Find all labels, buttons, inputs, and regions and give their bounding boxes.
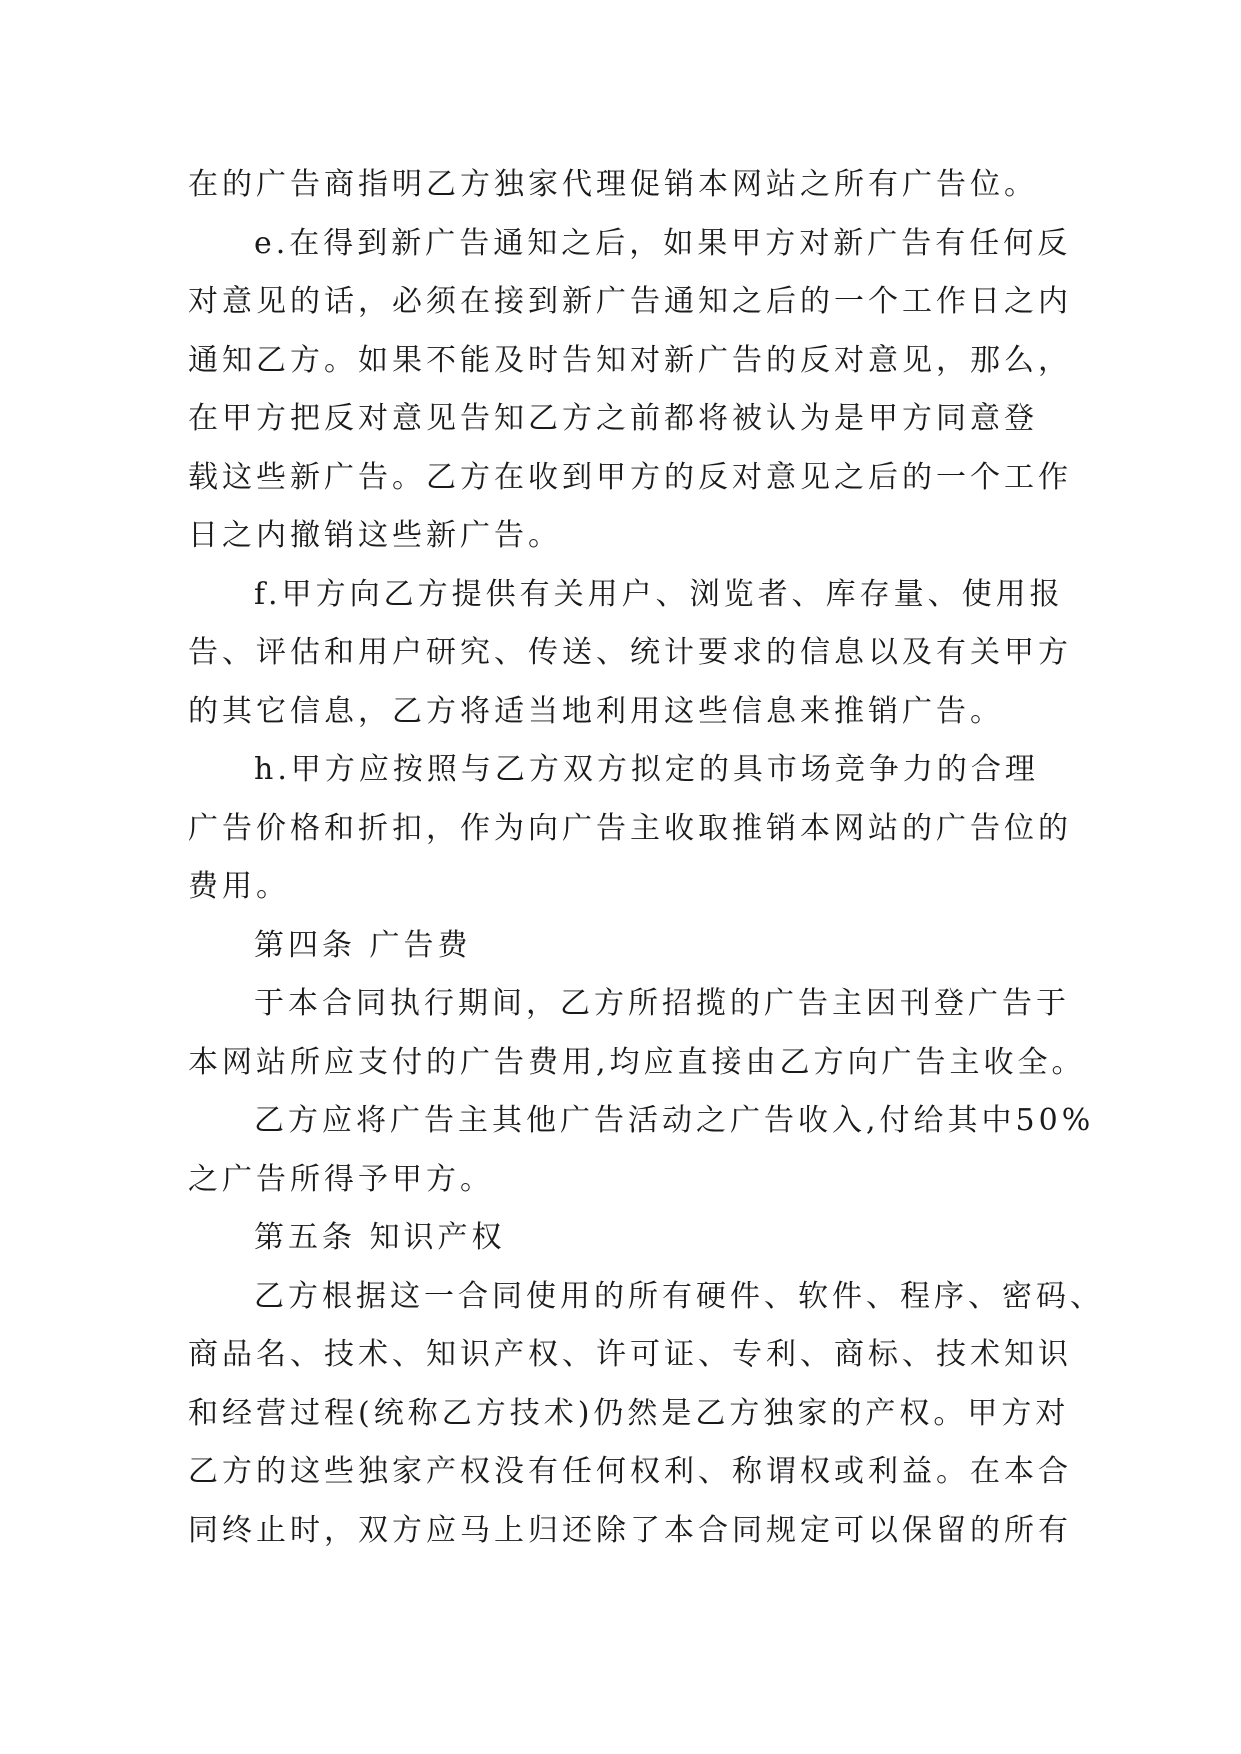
text-line: 在甲方把反对意见告知乙方之前都将被认为是甲方同意登 [188,401,1038,436]
text-line: 费用。 [188,869,290,904]
text-line: 之广告所得予甲方。 [188,1161,494,1197]
text-line: 在的广告商指明乙方独家代理促销本网站之所有广告位。 [188,167,1038,202]
text-line: 日之内撤销这些新广告。 [188,518,562,553]
text-line: 第五条 知识产权 [254,1220,506,1255]
text-line: 和经营过程(统称乙方技术)仍然是乙方独家的产权。甲方对 [188,1395,1070,1431]
text-line: 通知乙方。如果不能及时告知对新广告的反对意见，那么， [188,342,1072,378]
text-line: 对意见的话，必须在接到新广告通知之后的一个工作日之内 [188,284,1072,319]
document-body [188,156,1104,1560]
text-line: 载这些新广告。乙方在收到甲方的反对意见之后的一个工作 [188,459,1072,495]
text-line: 告、评估和用户研究、传送、统计要求的信息以及有关甲方 [188,635,1072,670]
text-line: 本网站所应支付的广告费用,均应直接由乙方向广告主收全。 [188,1044,1086,1080]
text-line: 乙方应将广告主其他广告活动之广告收入,付给其中50% [254,1103,1095,1138]
text-line: 乙方的这些独家产权没有任何权利、称谓权或利益。在本合 [188,1454,1072,1489]
text-line: 商品名、技术、知识产权、许可证、专利、商标、技术知识 [188,1337,1072,1372]
text-line: e.在得到新广告通知之后，如果甲方对新广告有任何反 [254,225,1072,261]
text-line: 乙方根据这一合同使用的所有硬件、软件、程序、密码、 [254,1278,1104,1314]
text-line: h.甲方应按照与乙方双方拟定的具市场竞争力的合理 [254,752,1039,787]
text-line: f.甲方向乙方提供有关用户、浏览者、库存量、使用报 [254,576,1064,612]
text-line: 于本合同执行期间，乙方所招揽的广告主因刊登广告于 [254,986,1070,1021]
text-line: 同终止时，双方应马上归还除了本合同规定可以保留的所有 [188,1512,1072,1548]
text-line: 的其它信息，乙方将适当地利用这些信息来推销广告。 [188,693,1004,729]
text-line: 第四条 广告费 [254,927,472,963]
text-line: 广告价格和折扣，作为向广告主收取推销本网站的广告位的 [188,810,1072,846]
